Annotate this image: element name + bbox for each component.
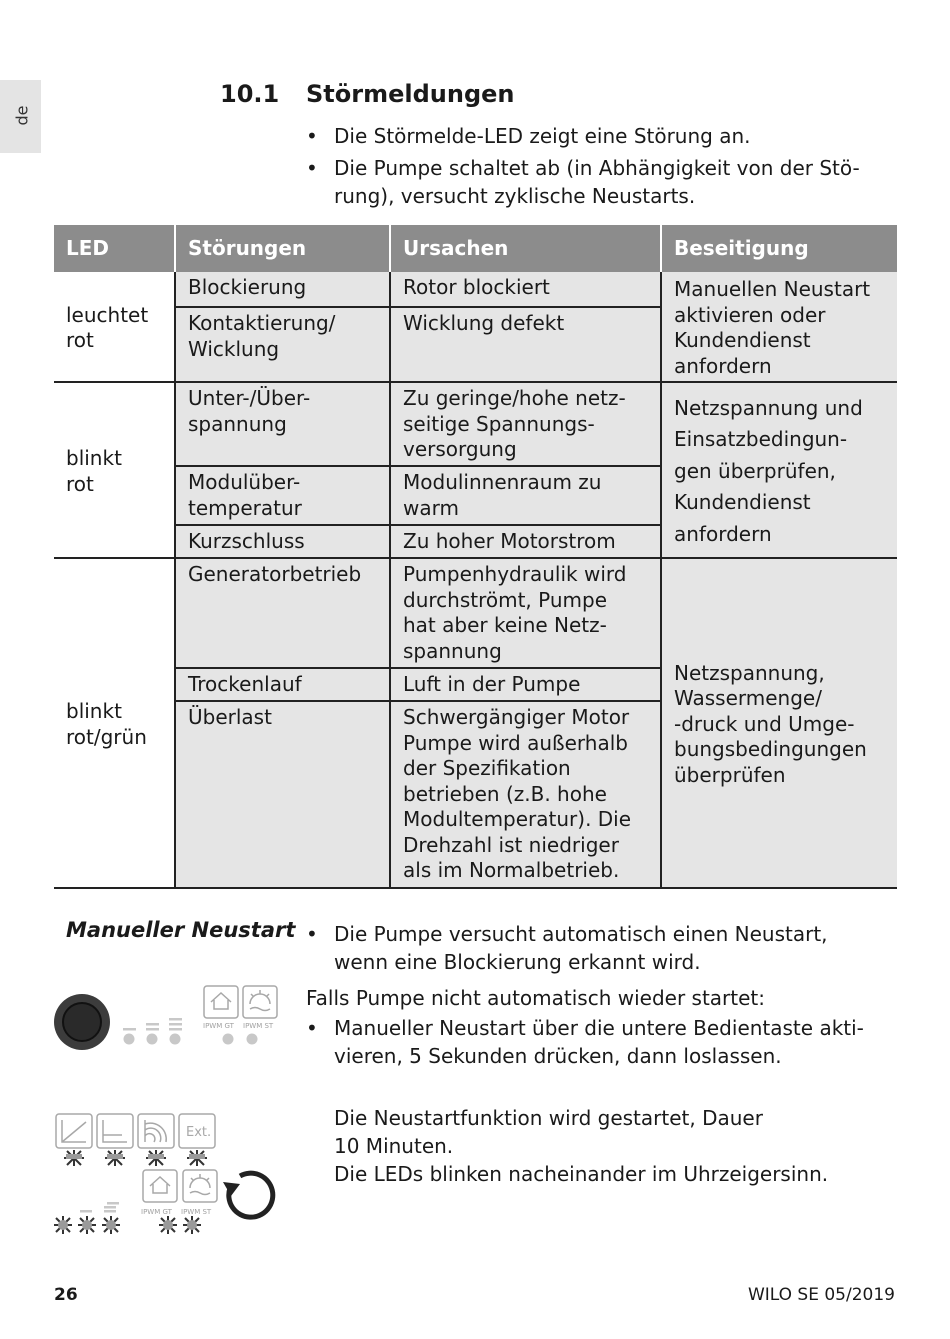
table-header-row	[54, 225, 897, 272]
ipwm-st-label: IPWM ST	[243, 1022, 274, 1030]
remedy-cell: Netzspannung und Einsatzbedingun- gen überprüfen, Kundendienst anfordern	[661, 382, 897, 558]
restart-led-illustration	[50, 1108, 290, 1243]
ipwm-gt-label: IPWM GT	[141, 1208, 172, 1216]
blinking-led-icon	[54, 1216, 72, 1234]
led-state-cell: blinkt rot/grün	[54, 558, 175, 888]
blinking-led-icon	[187, 1150, 207, 1166]
bullet-dot: •	[306, 156, 318, 180]
language-code: de	[12, 105, 32, 126]
constant-pressure-mode-icon	[56, 1114, 92, 1148]
remedy-cell: Netzspannung, Wassermenge/ -druck und Umge- bungsbedingungen überprüfen	[661, 558, 897, 888]
header-led: LED	[54, 225, 175, 272]
fault-cell: Generatorbetrieb	[175, 558, 390, 668]
blinking-led-icon	[146, 1150, 166, 1166]
restart-fallback-text: Falls Pumpe nicht automatisch wieder startet:	[306, 986, 766, 1010]
led-state-cell: leuchtet rot	[54, 272, 175, 382]
led-state-cell: blinkt rot	[54, 382, 175, 558]
fault-cell: Unter-/Über- spannung	[175, 382, 390, 466]
table-row	[54, 272, 897, 307]
restart-bullet-1: • Die Pumpe versucht automatisch einen Neustart, wenn eine Blockierung erkannt wird.	[306, 922, 828, 974]
page-number: 26	[54, 1285, 78, 1305]
blinking-led-icon	[183, 1216, 201, 1234]
intro-bullet-2: • Die Pumpe schaltet ab (in Abhängigkeit von der Stö- rung), versucht zyklische Neustarts.	[306, 156, 860, 208]
header-remedy: Beseitigung	[661, 225, 897, 272]
publisher-info: WILO SE 05/2019	[747, 1285, 895, 1305]
restart-bullet-2: • Manueller Neustart über die untere Bedientaste akti- vieren, 5 Sekunden drücken, dann loslassen.	[306, 1016, 864, 1068]
blinking-led-icon	[78, 1216, 96, 1234]
control-panel-illustration	[50, 982, 290, 1062]
manual-restart-label: Manueller Neustart	[66, 918, 296, 942]
cause-cell: Schwergängiger Motor Pumpe wird außerhalb der Spezifikation betrieben (z.B. hohe Modultemperatur). Die Drehzahl ist niedriger als im Normalbetrieb.	[390, 701, 661, 888]
fault-cell: Modulüber- temperatur	[175, 466, 390, 525]
fault-cell: Blockierung	[175, 272, 390, 307]
ext-label: Ext.	[186, 1125, 212, 1140]
intro-bullet-list	[306, 122, 906, 210]
cause-cell: Rotor blockiert	[390, 272, 661, 307]
blinking-led-icon	[105, 1150, 125, 1166]
table-row	[54, 382, 897, 466]
blinking-led-icon	[102, 1216, 120, 1234]
blinking-led-icon	[64, 1150, 84, 1166]
blinking-led-icons	[54, 1150, 207, 1234]
bullet-dot: •	[306, 1016, 318, 1040]
clockwise-arrow-icon	[223, 1173, 273, 1217]
fault-cell: Kurzschluss	[175, 525, 390, 558]
cause-cell: Pumpenhydraulik wird durchströmt, Pumpe hat aber keine Netz- spannung	[390, 558, 661, 668]
restart-info-text: Die Neustartfunktion wird gestartet, Dauer 10 Minuten. Die LEDs blinken nacheinander im Uhrzeigersinn.	[334, 1106, 829, 1186]
fault-cell: Trockenlauf	[175, 668, 390, 701]
header-causes: Ursachen	[390, 225, 661, 272]
language-tab	[0, 80, 41, 153]
cause-cell: Luft in der Pumpe	[390, 668, 661, 701]
intro-bullet-1: • Die Störmelde-LED zeigt eine Störung an.	[306, 124, 751, 148]
curve-level-icon	[80, 1202, 119, 1213]
remedy-cell: Manuellen Neustart aktivieren oder Kundendienst anfordern	[661, 272, 897, 382]
wireless-mode-icon	[138, 1114, 174, 1148]
cause-cell: Modulinnenraum zu warm	[390, 466, 661, 525]
ipwm-st-icon	[183, 1170, 217, 1202]
ipwm-st-label: IPWM ST	[181, 1208, 212, 1216]
ipwm-gt-label: IPWM GT	[203, 1022, 234, 1030]
table-row	[54, 558, 897, 668]
cause-cell: Wicklung defekt	[390, 307, 661, 382]
cause-cell: Zu geringe/hohe netz- seitige Spannungs- versorgung	[390, 382, 661, 466]
header-faults: Störungen	[175, 225, 390, 272]
cause-cell: Zu hoher Motorstrom	[390, 525, 661, 558]
control-button-icon	[54, 994, 110, 1050]
proportional-pressure-mode-icon	[97, 1114, 133, 1148]
bullet-dot: •	[306, 922, 318, 946]
ipwm-st-icon	[243, 986, 277, 1018]
blinking-led-icon	[159, 1216, 177, 1234]
fault-cell: Kontaktierung/ Wicklung	[175, 307, 390, 382]
fault-cell: Überlast	[175, 701, 390, 888]
section-title: Störmeldungen	[306, 80, 515, 108]
section-number: 10.1	[220, 80, 280, 108]
fault-table	[54, 225, 897, 889]
pump-curve-leds-icon	[123, 1018, 258, 1045]
ipwm-gt-icon	[204, 986, 238, 1018]
ipwm-gt-icon	[143, 1170, 177, 1202]
bullet-dot: •	[306, 124, 318, 148]
